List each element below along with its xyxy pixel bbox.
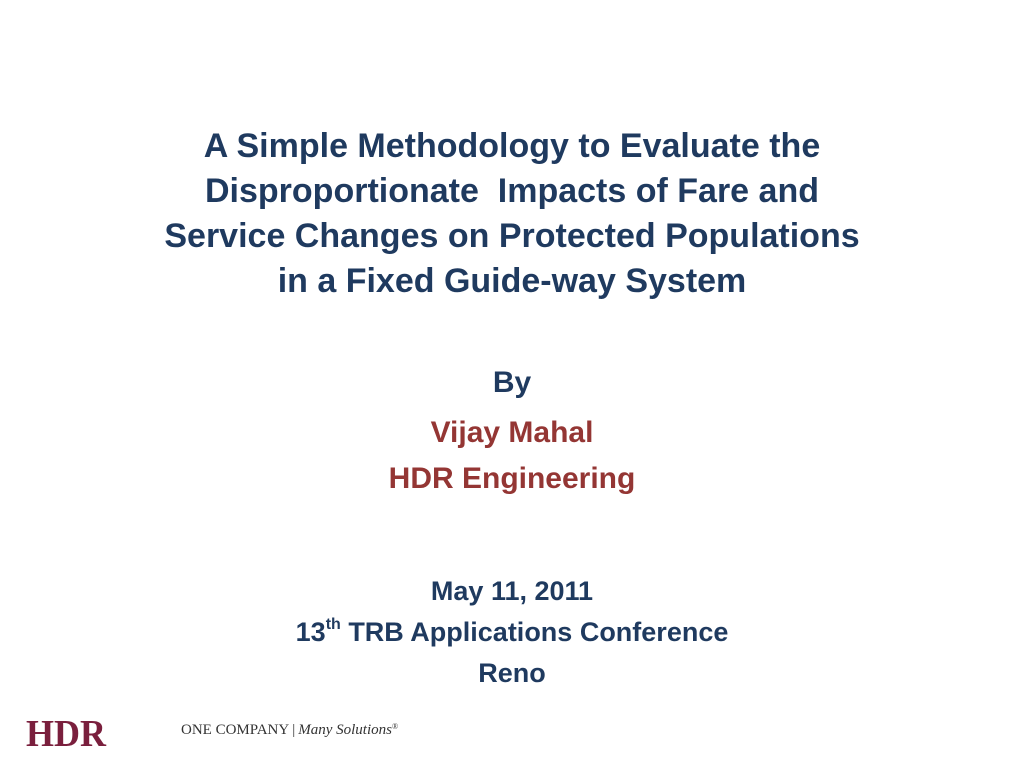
- footer-tagline: [181, 722, 398, 739]
- tagline-separator: |: [292, 722, 296, 738]
- hdr-logo: [26, 714, 108, 752]
- title-line-1: A Simple Methodology to Evaluate the: [203, 127, 821, 165]
- title-line-2: Disproportionate Impacts of Fare and: [205, 172, 819, 210]
- hdr-logo-text: HDR: [26, 714, 107, 752]
- tagline-main: ONE COMPANY: [181, 722, 290, 738]
- conference-line: [112, 612, 912, 652]
- by-label: By: [492, 366, 532, 399]
- slide-title: [80, 124, 944, 304]
- conference-name: TRB Applications Conference: [348, 617, 729, 647]
- author-name: Vijay Mahal: [430, 416, 594, 449]
- conference-location: Reno: [478, 658, 546, 688]
- conference-number: 13: [295, 617, 326, 647]
- tagline-italic: Many Solutions: [298, 722, 392, 738]
- title-line-3: Service Changes on Protected Populations: [164, 217, 860, 255]
- organization-name: HDR Engineering: [388, 462, 636, 495]
- presentation-date: May 11, 2011: [430, 576, 594, 606]
- conference-suffix: th: [325, 616, 341, 633]
- title-line-4: in a Fixed Guide-way System: [277, 262, 747, 300]
- registered-mark: ®: [391, 722, 399, 731]
